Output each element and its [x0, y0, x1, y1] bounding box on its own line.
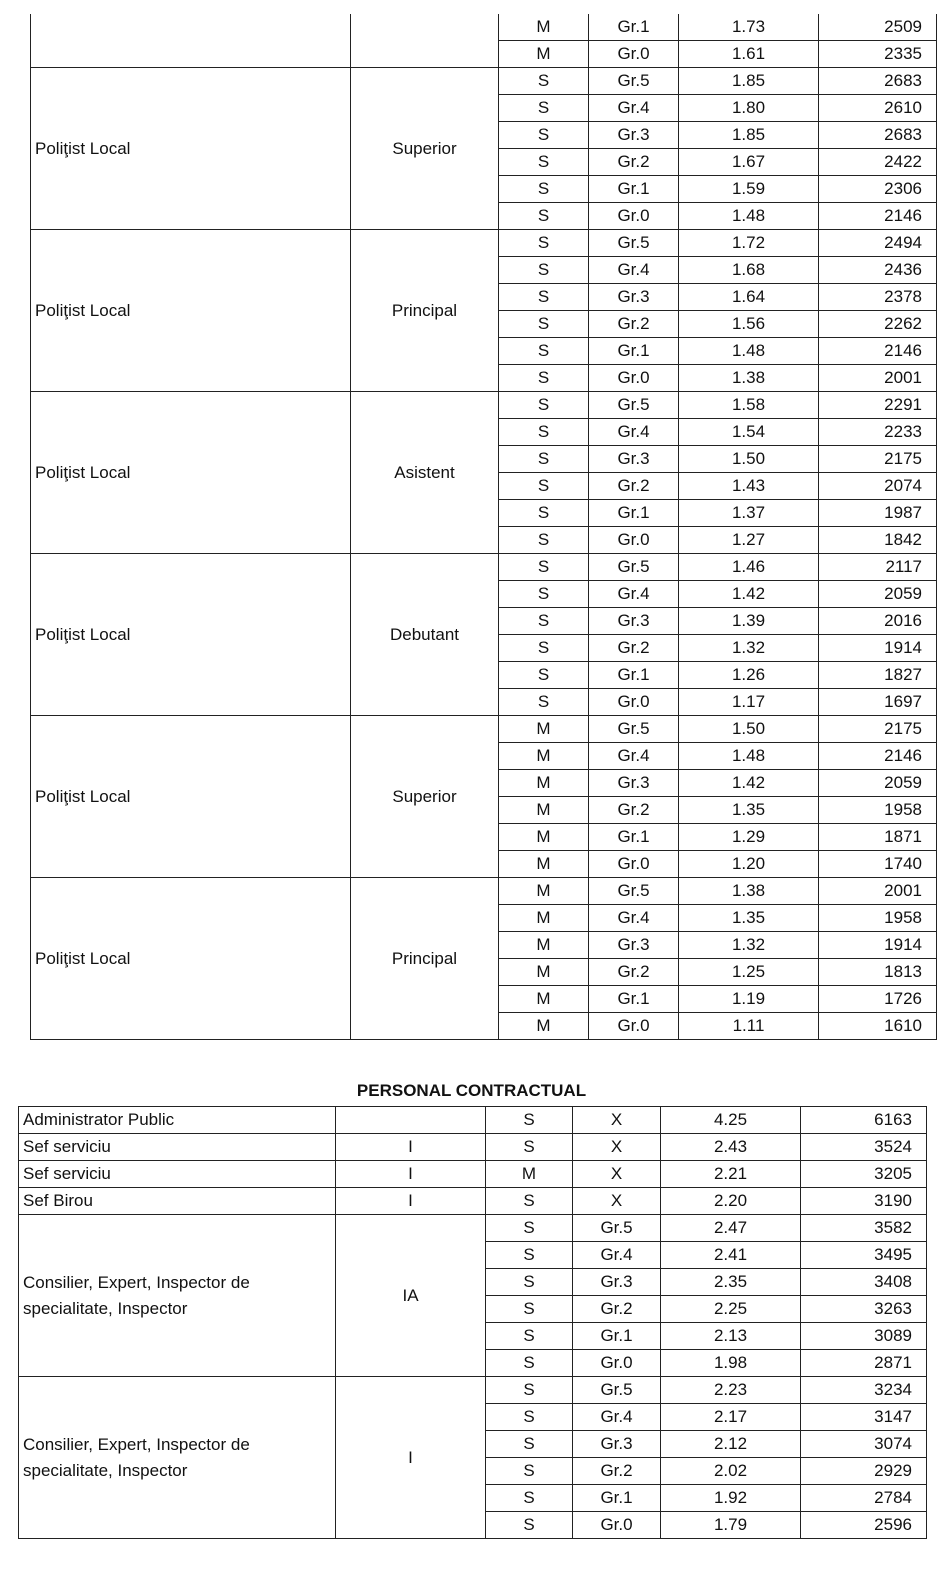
salary-cell: 2494 — [819, 230, 937, 257]
coefficient-cell: 1.43 — [679, 473, 819, 500]
grade-step-cell: X — [573, 1188, 661, 1215]
grade-step-cell: Gr.0 — [573, 1512, 661, 1539]
grade-step-cell: Gr.3 — [589, 284, 679, 311]
grade-step-cell: X — [573, 1161, 661, 1188]
grade-step-cell: Gr.0 — [589, 1013, 679, 1040]
table-row — [31, 554, 937, 581]
studies-cell: S — [499, 311, 589, 338]
coefficient-cell: 1.54 — [679, 419, 819, 446]
salary-cell: 2059 — [819, 581, 937, 608]
grade-step-cell: Gr.2 — [573, 1296, 661, 1323]
coefficient-cell: 2.25 — [661, 1296, 801, 1323]
studies-cell: S — [499, 608, 589, 635]
salary-cell: 2146 — [819, 743, 937, 770]
studies-cell: M — [499, 716, 589, 743]
professional-grade-cell: I — [336, 1377, 486, 1539]
table-row — [19, 1188, 927, 1215]
studies-cell: S — [486, 1188, 573, 1215]
studies-cell: S — [499, 554, 589, 581]
salary-cell: 2335 — [819, 41, 937, 68]
studies-cell: M — [486, 1161, 573, 1188]
grade-step-cell: Gr.2 — [589, 635, 679, 662]
grade-step-cell: Gr.0 — [589, 527, 679, 554]
function-cell: Poliţist Local — [31, 878, 351, 1040]
studies-cell: M — [499, 986, 589, 1013]
salary-cell: 3495 — [801, 1242, 927, 1269]
coefficient-cell: 4.25 — [661, 1107, 801, 1134]
studies-cell: M — [499, 878, 589, 905]
coefficient-cell: 2.20 — [661, 1188, 801, 1215]
function-cell: Poliţist Local — [31, 554, 351, 716]
coefficient-cell: 1.68 — [679, 257, 819, 284]
salary-cell: 2074 — [819, 473, 937, 500]
studies-cell: S — [486, 1107, 573, 1134]
salary-cell: 1914 — [819, 635, 937, 662]
studies-cell: S — [499, 581, 589, 608]
coefficient-cell: 1.19 — [679, 986, 819, 1013]
table-row — [19, 1134, 927, 1161]
salary-cell: 1740 — [819, 851, 937, 878]
salary-cell: 2233 — [819, 419, 937, 446]
grade-step-cell: Gr.4 — [589, 743, 679, 770]
studies-cell: S — [486, 1134, 573, 1161]
coefficient-cell: 2.13 — [661, 1323, 801, 1350]
salary-cell: 3089 — [801, 1323, 927, 1350]
grade-step-cell: Gr.1 — [589, 176, 679, 203]
studies-cell: S — [486, 1323, 573, 1350]
coefficient-cell: 1.50 — [679, 716, 819, 743]
studies-cell: S — [499, 257, 589, 284]
coefficient-cell: 1.64 — [679, 284, 819, 311]
studies-cell: S — [499, 446, 589, 473]
studies-cell: S — [499, 284, 589, 311]
salary-cell: 2175 — [819, 716, 937, 743]
professional-grade-cell: I — [336, 1134, 486, 1161]
coefficient-cell: 1.98 — [661, 1350, 801, 1377]
function-cell: Sef Birou — [19, 1188, 336, 1215]
studies-cell: M — [499, 770, 589, 797]
grade-step-cell: Gr.1 — [573, 1323, 661, 1350]
table-row — [31, 230, 937, 257]
salary-cell: 2610 — [819, 95, 937, 122]
salary-cell: 2929 — [801, 1458, 927, 1485]
table-row — [19, 1377, 927, 1404]
grade-step-cell: Gr.3 — [589, 446, 679, 473]
coefficient-cell: 1.42 — [679, 581, 819, 608]
salary-cell: 2784 — [801, 1485, 927, 1512]
grade-step-cell: Gr.3 — [573, 1269, 661, 1296]
professional-grade-cell — [336, 1107, 486, 1134]
function-cell: Poliţist Local — [31, 230, 351, 392]
studies-cell: S — [486, 1350, 573, 1377]
grade-step-cell: Gr.4 — [589, 257, 679, 284]
function-cell: Administrator Public — [19, 1107, 336, 1134]
studies-cell: S — [499, 68, 589, 95]
coefficient-cell: 1.32 — [679, 635, 819, 662]
studies-cell: M — [499, 14, 589, 41]
studies-cell: M — [499, 1013, 589, 1040]
coefficient-cell: 1.35 — [679, 905, 819, 932]
salary-cell: 2436 — [819, 257, 937, 284]
coefficient-cell: 1.25 — [679, 959, 819, 986]
salary-cell: 2596 — [801, 1512, 927, 1539]
salary-cell: 2683 — [819, 68, 937, 95]
coefficient-cell: 1.92 — [661, 1485, 801, 1512]
grade-step-cell: Gr.1 — [589, 986, 679, 1013]
studies-cell: S — [486, 1269, 573, 1296]
salary-cell: 3524 — [801, 1134, 927, 1161]
professional-grade-cell: Asistent — [351, 392, 499, 554]
coefficient-cell: 1.32 — [679, 932, 819, 959]
studies-cell: S — [486, 1485, 573, 1512]
table-row — [31, 68, 937, 95]
grade-step-cell: Gr.4 — [589, 95, 679, 122]
function-cell: Consilier, Expert, Inspector de specialitate, Inspector — [19, 1215, 336, 1377]
salary-cell: 3582 — [801, 1215, 927, 1242]
grade-step-cell: Gr.0 — [589, 851, 679, 878]
grade-step-cell: Gr.4 — [573, 1242, 661, 1269]
coefficient-cell: 1.80 — [679, 95, 819, 122]
salary-cell: 2059 — [819, 770, 937, 797]
coefficient-cell: 1.50 — [679, 446, 819, 473]
coefficient-cell: 2.43 — [661, 1134, 801, 1161]
grade-step-cell: Gr.5 — [589, 716, 679, 743]
salary-cell: 3408 — [801, 1269, 927, 1296]
studies-cell: S — [486, 1512, 573, 1539]
grade-step-cell: Gr.3 — [589, 608, 679, 635]
grade-step-cell: Gr.2 — [589, 473, 679, 500]
coefficient-cell: 1.38 — [679, 365, 819, 392]
studies-cell: S — [486, 1296, 573, 1323]
coefficient-cell: 1.27 — [679, 527, 819, 554]
coefficient-cell: 2.41 — [661, 1242, 801, 1269]
studies-cell: S — [499, 500, 589, 527]
salary-cell: 1987 — [819, 500, 937, 527]
studies-cell: S — [499, 122, 589, 149]
salary-cell: 3074 — [801, 1431, 927, 1458]
grade-step-cell: Gr.4 — [589, 581, 679, 608]
coefficient-cell: 1.20 — [679, 851, 819, 878]
studies-cell: S — [499, 527, 589, 554]
grade-step-cell: Gr.1 — [589, 14, 679, 41]
grade-step-cell: Gr.0 — [589, 203, 679, 230]
studies-cell: S — [486, 1431, 573, 1458]
salary-cell: 1697 — [819, 689, 937, 716]
salary-cell: 2262 — [819, 311, 937, 338]
coefficient-cell: 1.48 — [679, 203, 819, 230]
grade-step-cell: Gr.3 — [589, 932, 679, 959]
professional-grade-cell — [351, 14, 499, 68]
coefficient-cell: 1.17 — [679, 689, 819, 716]
grade-step-cell: Gr.4 — [589, 905, 679, 932]
salary-cell: 2001 — [819, 365, 937, 392]
studies-cell: S — [499, 365, 589, 392]
coefficient-cell: 1.46 — [679, 554, 819, 581]
salary-cell: 3234 — [801, 1377, 927, 1404]
studies-cell: S — [486, 1242, 573, 1269]
grade-step-cell: X — [573, 1134, 661, 1161]
grade-step-cell: Gr.0 — [589, 365, 679, 392]
professional-grade-cell: Superior — [351, 716, 499, 878]
coefficient-cell: 2.21 — [661, 1161, 801, 1188]
professional-grade-cell: Principal — [351, 878, 499, 1040]
grade-step-cell: Gr.2 — [589, 797, 679, 824]
studies-cell: M — [499, 905, 589, 932]
studies-cell: M — [499, 743, 589, 770]
coefficient-cell: 1.56 — [679, 311, 819, 338]
professional-grade-cell: Superior — [351, 68, 499, 230]
grade-step-cell: Gr.2 — [589, 959, 679, 986]
coefficient-cell: 1.29 — [679, 824, 819, 851]
coefficient-cell: 1.11 — [679, 1013, 819, 1040]
salary-cell: 1726 — [819, 986, 937, 1013]
salary-table-contractual — [18, 1106, 927, 1539]
coefficient-cell: 1.38 — [679, 878, 819, 905]
coefficient-cell: 2.12 — [661, 1431, 801, 1458]
salary-table-police — [30, 14, 937, 1040]
studies-cell: S — [499, 203, 589, 230]
grade-step-cell: Gr.1 — [589, 662, 679, 689]
grade-step-cell: Gr.2 — [573, 1458, 661, 1485]
salary-cell: 1610 — [819, 1013, 937, 1040]
salary-cell: 2291 — [819, 392, 937, 419]
grade-step-cell: Gr.0 — [573, 1350, 661, 1377]
studies-cell: M — [499, 41, 589, 68]
studies-cell: S — [499, 689, 589, 716]
professional-grade-cell: IA — [336, 1215, 486, 1377]
coefficient-cell: 1.72 — [679, 230, 819, 257]
studies-cell: S — [486, 1215, 573, 1242]
function-cell: Sef serviciu — [19, 1161, 336, 1188]
salary-cell: 6163 — [801, 1107, 927, 1134]
salary-cell: 2871 — [801, 1350, 927, 1377]
salary-cell: 3147 — [801, 1404, 927, 1431]
salary-cell: 1958 — [819, 905, 937, 932]
grade-step-cell: Gr.5 — [589, 230, 679, 257]
salary-cell: 2683 — [819, 122, 937, 149]
coefficient-cell: 1.67 — [679, 149, 819, 176]
function-cell: Poliţist Local — [31, 68, 351, 230]
studies-cell: S — [499, 392, 589, 419]
studies-cell: M — [499, 824, 589, 851]
grade-step-cell: Gr.4 — [589, 419, 679, 446]
grade-step-cell: Gr.2 — [589, 311, 679, 338]
professional-grade-cell: Debutant — [351, 554, 499, 716]
table-row — [31, 14, 937, 41]
grade-step-cell: Gr.1 — [589, 824, 679, 851]
salary-cell: 1871 — [819, 824, 937, 851]
studies-cell: S — [499, 338, 589, 365]
salary-cell: 2175 — [819, 446, 937, 473]
coefficient-cell: 2.35 — [661, 1269, 801, 1296]
grade-step-cell: Gr.5 — [589, 878, 679, 905]
studies-cell: M — [499, 851, 589, 878]
studies-cell: S — [486, 1404, 573, 1431]
professional-grade-cell: I — [336, 1188, 486, 1215]
grade-step-cell: X — [573, 1107, 661, 1134]
table-row — [31, 392, 937, 419]
studies-cell: S — [499, 635, 589, 662]
coefficient-cell: 1.42 — [679, 770, 819, 797]
table-row — [19, 1161, 927, 1188]
function-cell: Sef serviciu — [19, 1134, 336, 1161]
salary-cell: 2001 — [819, 878, 937, 905]
coefficient-cell: 1.85 — [679, 68, 819, 95]
salary-cell: 1914 — [819, 932, 937, 959]
salary-cell: 2509 — [819, 14, 937, 41]
studies-cell: S — [499, 662, 589, 689]
coefficient-cell: 1.73 — [679, 14, 819, 41]
grade-step-cell: Gr.5 — [573, 1377, 661, 1404]
coefficient-cell: 1.61 — [679, 41, 819, 68]
coefficient-cell: 1.48 — [679, 338, 819, 365]
studies-cell: M — [499, 797, 589, 824]
function-cell: Consilier, Expert, Inspector de specialitate, Inspector — [19, 1377, 336, 1539]
coefficient-cell: 1.85 — [679, 122, 819, 149]
coefficient-cell: 2.02 — [661, 1458, 801, 1485]
salary-cell: 1842 — [819, 527, 937, 554]
grade-step-cell: Gr.3 — [589, 122, 679, 149]
section-title: PERSONAL CONTRACTUAL — [356, 1081, 587, 1100]
coefficient-cell: 2.17 — [661, 1404, 801, 1431]
coefficient-cell: 1.35 — [679, 797, 819, 824]
studies-cell: M — [499, 932, 589, 959]
coefficient-cell: 1.58 — [679, 392, 819, 419]
grade-step-cell: Gr.1 — [589, 338, 679, 365]
coefficient-cell: 1.59 — [679, 176, 819, 203]
salary-cell: 3263 — [801, 1296, 927, 1323]
salary-cell: 1827 — [819, 662, 937, 689]
studies-cell: M — [499, 959, 589, 986]
table-row — [31, 878, 937, 905]
salary-cell: 2146 — [819, 338, 937, 365]
table-row — [19, 1215, 927, 1242]
grade-step-cell: Gr.5 — [573, 1215, 661, 1242]
professional-grade-cell: I — [336, 1161, 486, 1188]
studies-cell: S — [499, 419, 589, 446]
salary-cell: 1958 — [819, 797, 937, 824]
salary-cell: 2378 — [819, 284, 937, 311]
coefficient-cell: 1.26 — [679, 662, 819, 689]
professional-grade-cell: Principal — [351, 230, 499, 392]
coefficient-cell: 2.47 — [661, 1215, 801, 1242]
function-cell: Poliţist Local — [31, 392, 351, 554]
grade-step-cell: Gr.3 — [589, 770, 679, 797]
studies-cell: S — [499, 176, 589, 203]
studies-cell: S — [486, 1377, 573, 1404]
grade-step-cell: Gr.4 — [573, 1404, 661, 1431]
coefficient-cell: 1.37 — [679, 500, 819, 527]
salary-cell: 3190 — [801, 1188, 927, 1215]
salary-cell: 3205 — [801, 1161, 927, 1188]
table-row — [31, 716, 937, 743]
grade-step-cell: Gr.2 — [589, 149, 679, 176]
coefficient-cell: 1.48 — [679, 743, 819, 770]
grade-step-cell: Gr.1 — [589, 500, 679, 527]
studies-cell: S — [499, 149, 589, 176]
coefficient-cell: 2.23 — [661, 1377, 801, 1404]
grade-step-cell: Gr.0 — [589, 689, 679, 716]
table-row — [19, 1107, 927, 1134]
studies-cell: S — [499, 473, 589, 500]
grade-step-cell: Gr.3 — [573, 1431, 661, 1458]
grade-step-cell: Gr.5 — [589, 68, 679, 95]
studies-cell: S — [499, 95, 589, 122]
studies-cell: S — [499, 230, 589, 257]
grade-step-cell: Gr.1 — [573, 1485, 661, 1512]
grade-step-cell: Gr.5 — [589, 554, 679, 581]
salary-cell: 2306 — [819, 176, 937, 203]
coefficient-cell: 1.39 — [679, 608, 819, 635]
salary-cell: 2117 — [819, 554, 937, 581]
function-cell — [31, 14, 351, 68]
salary-cell: 1813 — [819, 959, 937, 986]
salary-cell: 2016 — [819, 608, 937, 635]
coefficient-cell: 1.79 — [661, 1512, 801, 1539]
salary-cell: 2146 — [819, 203, 937, 230]
studies-cell: S — [486, 1458, 573, 1485]
salary-cell: 2422 — [819, 149, 937, 176]
function-cell: Poliţist Local — [31, 716, 351, 878]
grade-step-cell: Gr.5 — [589, 392, 679, 419]
grade-step-cell: Gr.0 — [589, 41, 679, 68]
